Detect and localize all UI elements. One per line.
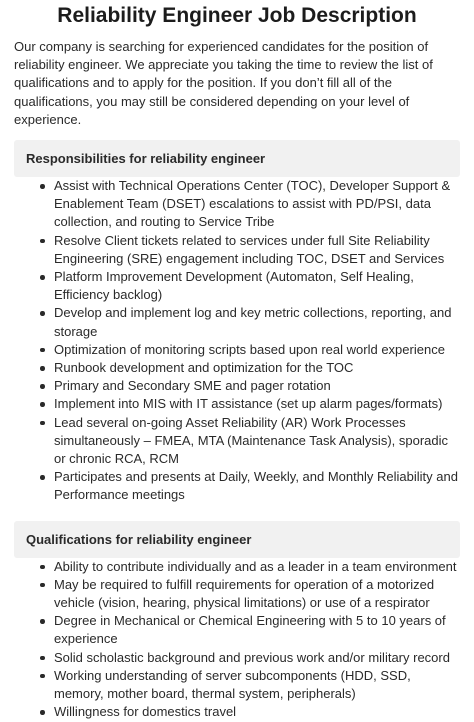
bullet-icon — [40, 348, 45, 353]
list-item — [40, 468, 460, 504]
qualifications-list — [14, 558, 460, 722]
list-item — [40, 558, 460, 576]
bullet-icon — [40, 402, 45, 407]
bullet-icon — [40, 475, 45, 480]
list-item — [40, 612, 460, 648]
responsibilities-list — [14, 177, 460, 505]
list-item — [40, 576, 460, 612]
bullet-icon — [40, 656, 45, 661]
bullet-icon — [40, 275, 45, 280]
list-item-text: Runbook development and optimization for the TOC — [54, 360, 354, 376]
list-item — [40, 377, 460, 395]
list-item-text: Ability to contribute individually and as a leader in a team environment — [54, 558, 457, 574]
list-item — [40, 649, 460, 667]
list-item — [40, 667, 460, 703]
responsibilities-heading: Responsibilities for reliability engineer — [14, 140, 460, 177]
bullet-icon — [40, 184, 45, 189]
list-item-text: Degree in Mechanical or Chemical Engineering with 5 to 10 years of experience — [54, 613, 446, 647]
list-item-text: Resolve Client tickets related to services under full Site Reliability Engineering (SRE) engagement including TOC, DSET and Services — [54, 232, 445, 266]
list-item-text: Assist with Technical Operations Center (TOC), Developer Support & Enablement Team (DSET) escalations to assist with PD/PSI, data collection, and routing to Service Tribe — [54, 178, 451, 230]
bullet-icon — [40, 366, 45, 371]
bullet-icon — [40, 565, 45, 570]
intro-paragraph: Our company is searching for experienced candidates for the position of reliability engineer. We appreciate you taking the time to review the list of qualifications and to apply for the position. If you don’t fill all of the qualifications, you may still be considered depending on your level of experience. — [14, 39, 433, 127]
bullet-icon — [40, 421, 45, 426]
list-item — [40, 395, 460, 413]
list-item-text: Platform Improvement Development (Automaton, Self Healing, Efficiency backlog) — [54, 269, 414, 303]
list-item — [40, 341, 460, 359]
job-description-page — [0, 3, 474, 722]
bullet-icon — [40, 674, 45, 679]
list-item-text: Participates and presents at Daily, Weekly, and Monthly Reliability and Performance meetings — [54, 469, 458, 503]
bullet-icon — [40, 384, 45, 389]
list-item — [40, 703, 460, 721]
list-item — [40, 232, 460, 268]
list-item-text: Optimization of monitoring scripts based upon real world experience — [54, 341, 445, 357]
list-item — [40, 359, 460, 377]
list-item — [40, 414, 460, 469]
bullet-icon — [40, 710, 45, 715]
list-item — [40, 268, 460, 304]
list-item-text: Develop and implement log and key metric collections, reporting, and storage — [54, 305, 452, 339]
bullet-icon — [40, 619, 45, 624]
page-title: Reliability Engineer Job Description — [57, 4, 417, 27]
list-item-text: Solid scholastic background and previous work and/or military record — [54, 649, 450, 665]
bullet-icon — [40, 583, 45, 588]
qualifications-heading: Qualifications for reliability engineer — [14, 521, 460, 558]
list-item-text: Implement into MIS with IT assistance (set up alarm pages/formats) — [54, 396, 443, 412]
list-item-text: Lead several on-going Asset Reliability (AR) Work Processes simultaneously – FMEA, MTA (Maintenance Task Analysis), sporadic or chronic RCA, RCM — [54, 414, 449, 467]
bullet-icon — [40, 311, 45, 316]
list-item — [40, 304, 460, 340]
list-item-text: Primary and Secondary SME and pager rotation — [54, 378, 331, 394]
list-item-text: Working understanding of server subcomponents (HDD, SSD, memory, mother board, thermal system, peripherals) — [54, 667, 411, 702]
list-item — [40, 177, 460, 232]
list-item-text: Willingness for domestics travel — [54, 704, 237, 720]
bullet-icon — [40, 239, 45, 244]
list-item-text: May be required to fulfill requirements for operation of a motorized vehicle (vision, hearing, physical limitations) or use of a respirator — [54, 576, 435, 611]
